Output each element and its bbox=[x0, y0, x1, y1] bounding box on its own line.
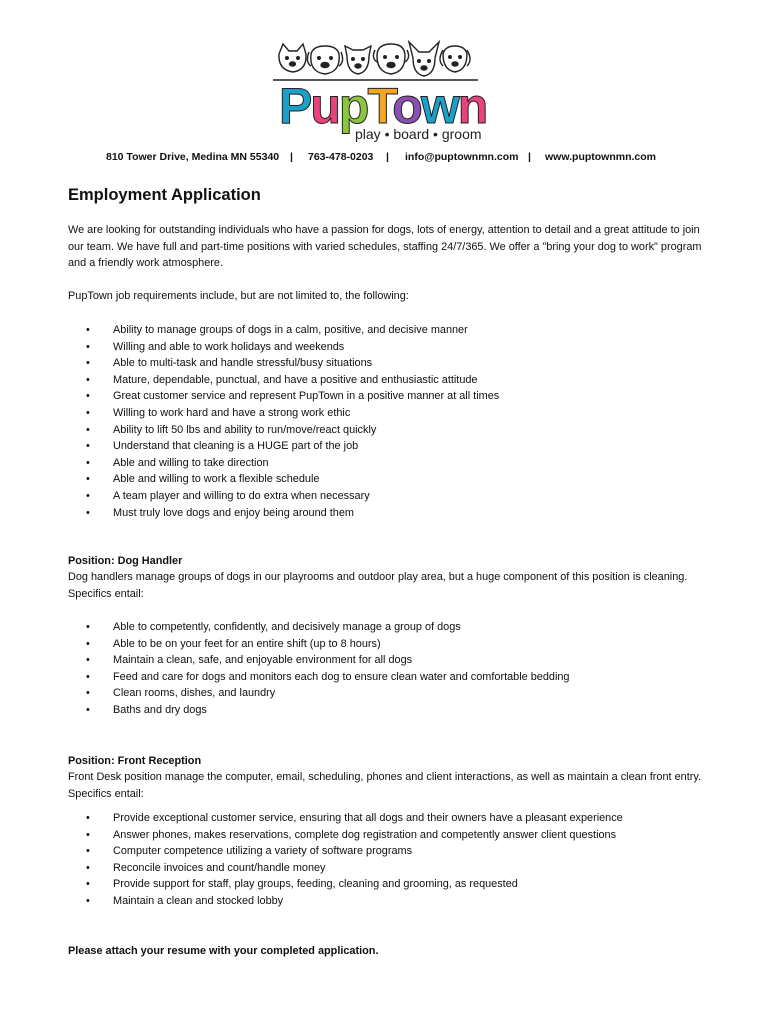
front-reception-list bbox=[86, 810, 623, 910]
list-item: • Understand that cleaning is a HUGE part of the job bbox=[86, 438, 499, 455]
list-item: • Provide exceptional customer service, ensuring that all dogs and their owners have a pleasant experience bbox=[86, 810, 623, 827]
intro-paragraph: We are looking for outstanding individuals who have a passion for dogs, lots of energy, attention to detail and a great attitude to join our team. We have full and part-time positions with varied schedules, staffing 24/7/365. We offer a "bring your dog to work" program and a friendly work atmosphere. bbox=[68, 224, 702, 270]
puptown-logo bbox=[273, 40, 487, 145]
dog-handler-description: Dog handlers manage groups of dogs in our playrooms and outdoor play area, but a huge component of this position is cleaning. Specifics entail: bbox=[68, 571, 688, 600]
list-item: • Great customer service and represent PupTown in a positive manner at all times bbox=[86, 388, 499, 405]
list-item: • Clean rooms, dishes, and laundry bbox=[86, 685, 570, 702]
page-title: Employment Application bbox=[68, 186, 261, 204]
dog-handler-list bbox=[86, 619, 570, 719]
list-item: • Provide support for staff, play groups, feeding, cleaning and grooming, as requested bbox=[86, 876, 623, 893]
list-item: • Able to competently, confidently, and decisively manage a group of dogs bbox=[86, 619, 570, 636]
separator: | bbox=[386, 151, 389, 163]
front-reception-description: Front Desk position manage the computer, email, scheduling, phones and client interactions, as well as maintain a clean front entry. Specifics entail: bbox=[68, 771, 702, 800]
list-item: • Must truly love dogs and enjoy being around them bbox=[86, 505, 499, 522]
list-item: • Maintain a clean and stocked lobby bbox=[86, 893, 623, 910]
list-item: • Able and willing to take direction bbox=[86, 455, 499, 472]
dog-handler-title: Position: Dog Handler bbox=[68, 555, 183, 567]
front-reception-title: Position: Front Reception bbox=[68, 755, 202, 767]
website-link[interactable]: www.puptownmn.com bbox=[545, 151, 657, 163]
list-item: • Mature, dependable, punctual, and have a positive and enthusiastic attitude bbox=[86, 372, 499, 389]
list-item: • Able to multi-task and handle stressful/busy situations bbox=[86, 355, 499, 372]
list-item: • Willing to work hard and have a strong work ethic bbox=[86, 405, 499, 422]
logo-wordmark: PupTown bbox=[279, 78, 487, 134]
list-item: • Willing and able to work holidays and weekends bbox=[86, 339, 499, 356]
list-item: • Reconcile invoices and count/handle money bbox=[86, 860, 623, 877]
address: 810 Tower Drive, Medina MN 55340 bbox=[106, 151, 280, 163]
list-item: • Able to be on your feet for an entire shift (up to 8 hours) bbox=[86, 636, 570, 653]
separator: | bbox=[528, 151, 531, 163]
list-item: • Able and willing to work a flexible schedule bbox=[86, 471, 499, 488]
list-item: • Answer phones, makes reservations, complete dog registration and competently answer client questions bbox=[86, 827, 623, 844]
requirements-heading: PupTown job requirements include, but are not limited to, the following: bbox=[68, 290, 409, 302]
footer-note: Please attach your resume with your completed application. bbox=[68, 945, 379, 957]
list-item: • A team player and willing to do extra when necessary bbox=[86, 488, 499, 505]
requirements-list bbox=[86, 322, 499, 521]
dog-faces-icon bbox=[273, 40, 478, 82]
logo-tagline: play • board • groom bbox=[355, 126, 482, 142]
email-link[interactable]: info@puptownmn.com bbox=[405, 151, 519, 163]
list-item: • Ability to lift 50 lbs and ability to run/move/react quickly bbox=[86, 422, 499, 439]
list-item: • Ability to manage groups of dogs in a calm, positive, and decisive manner bbox=[86, 322, 499, 339]
list-item: • Baths and dry dogs bbox=[86, 702, 570, 719]
list-item: • Maintain a clean, safe, and enjoyable environment for all dogs bbox=[86, 652, 570, 669]
phone-number: 763-478-0203 bbox=[308, 151, 374, 163]
separator: | bbox=[290, 151, 293, 163]
list-item: • Computer competence utilizing a variety of software programs bbox=[86, 843, 623, 860]
list-item: • Feed and care for dogs and monitors each dog to ensure clean water and comfortable bedding bbox=[86, 669, 570, 686]
